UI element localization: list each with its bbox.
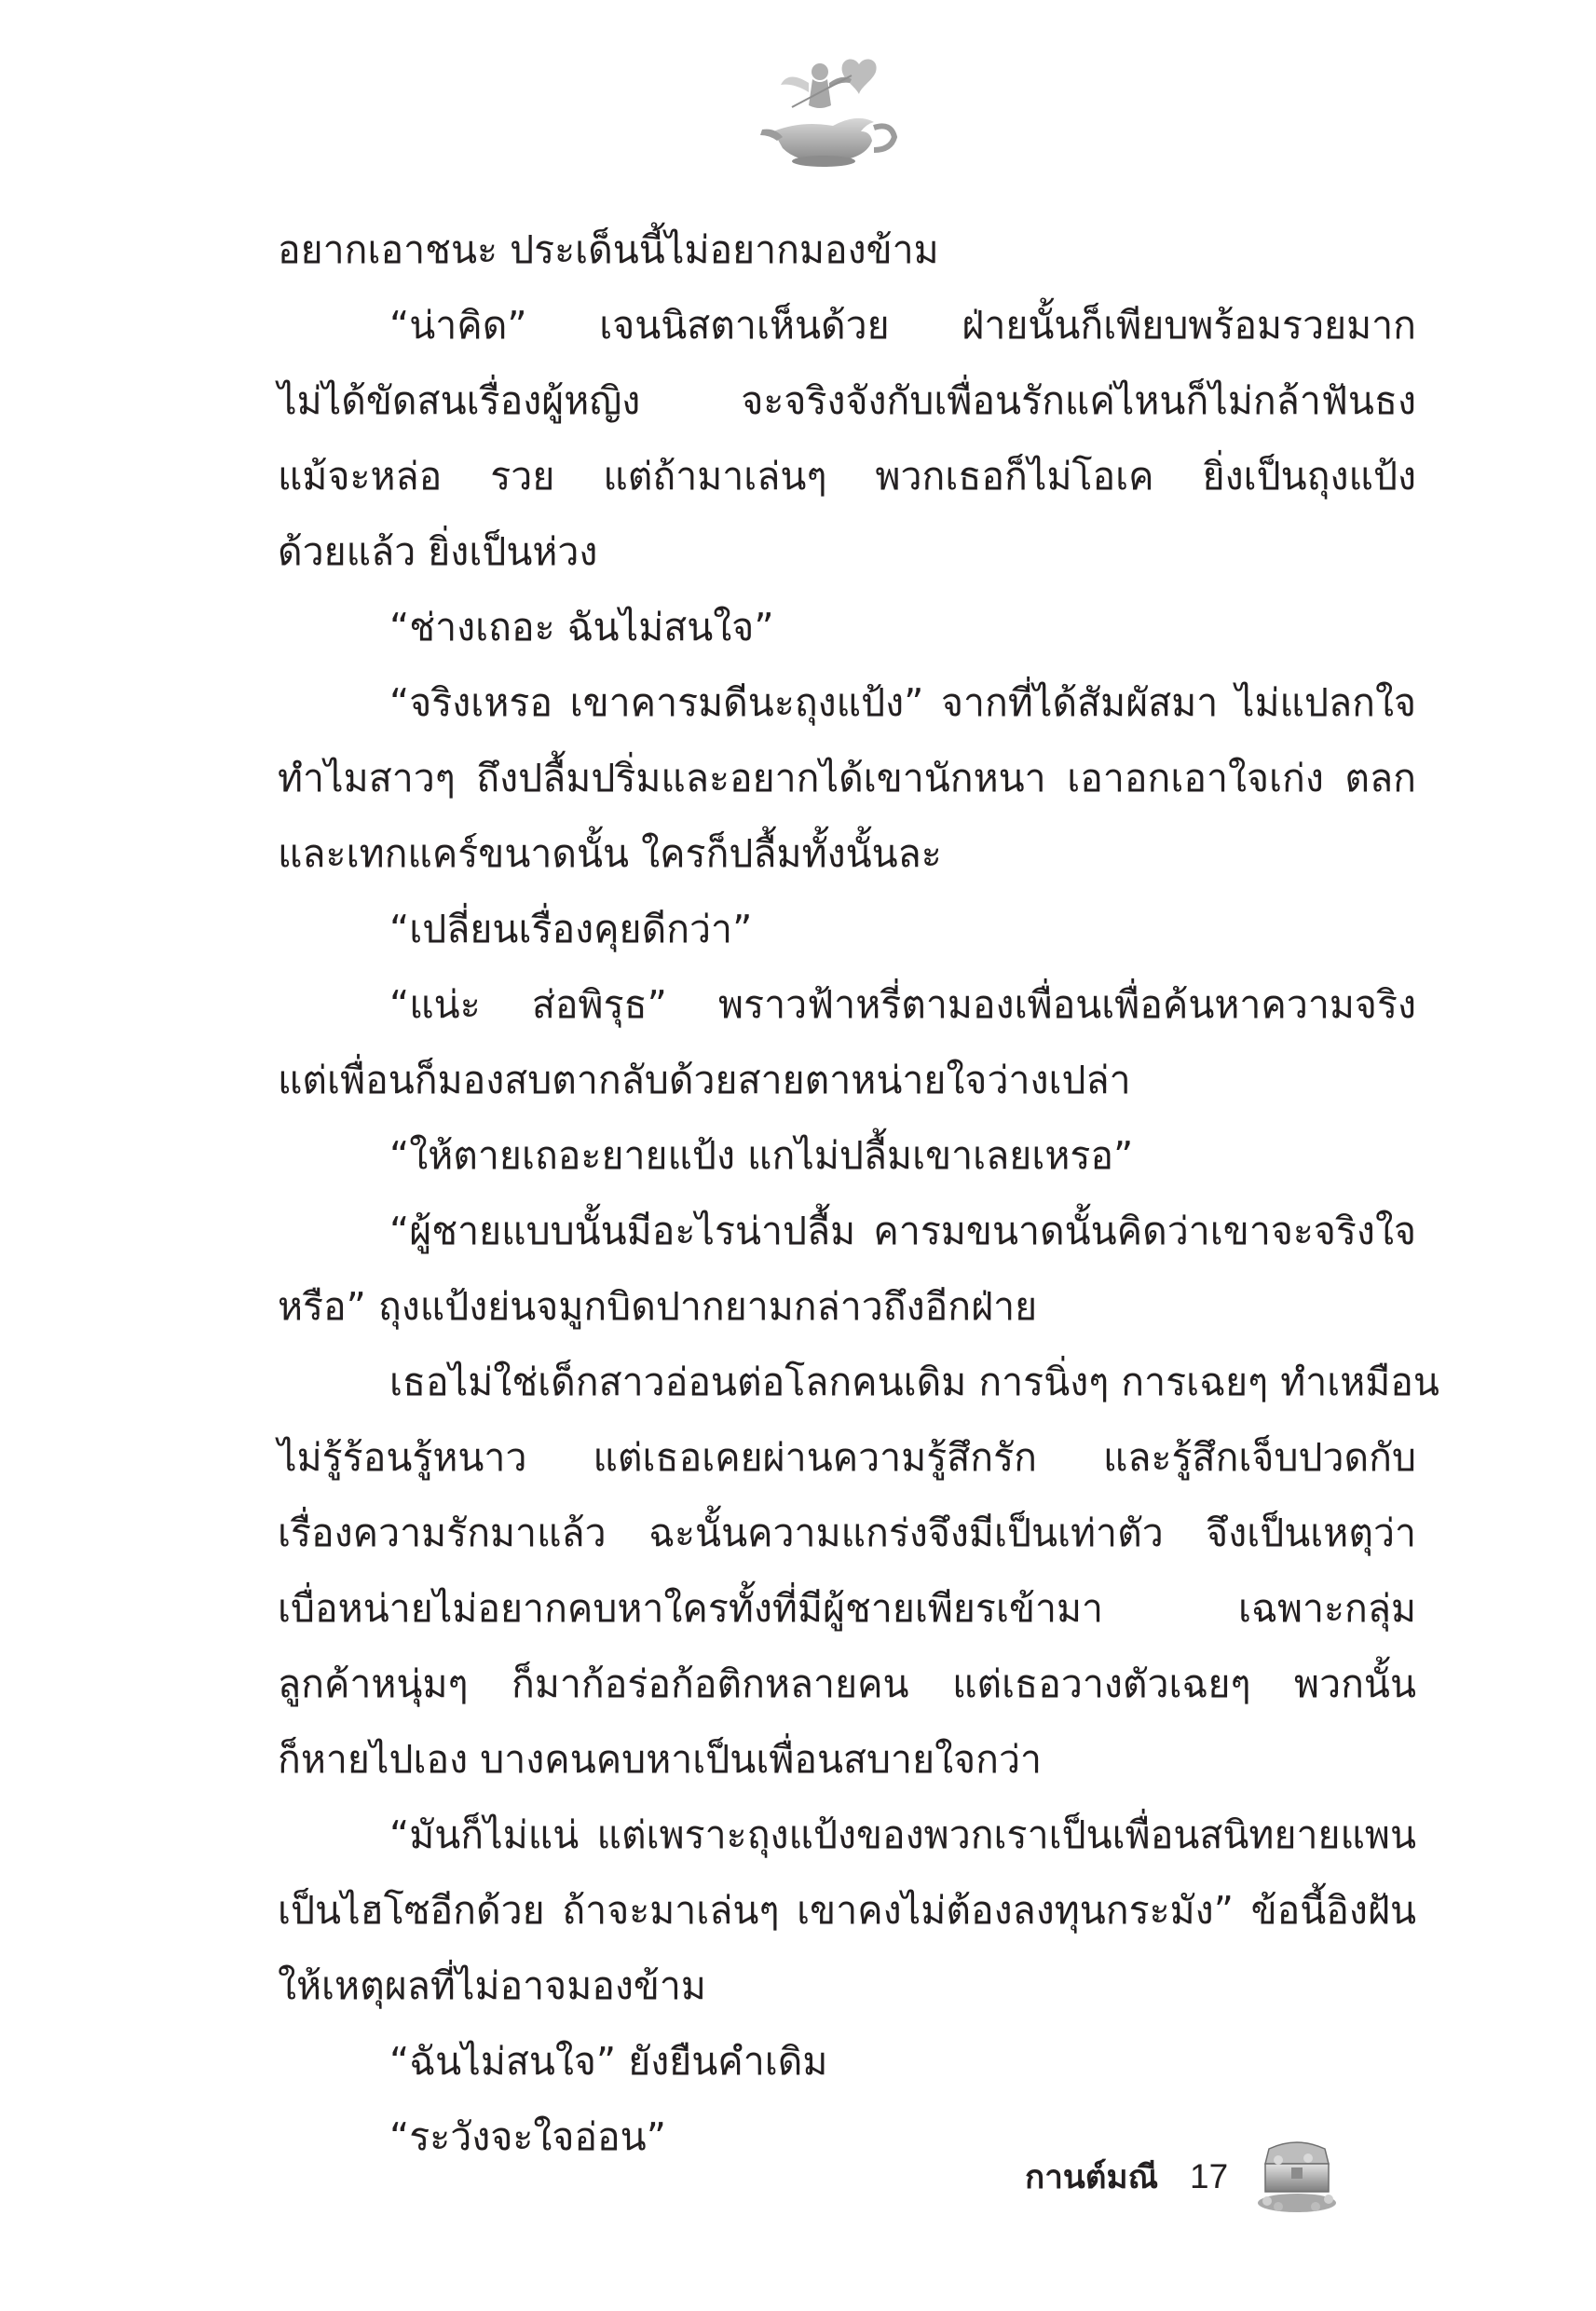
paragraph-line: และเทกแคร์ขนาดนั้น ใครก็ปลื้มทั้งนั้นละ <box>278 831 942 876</box>
paragraph-line: ให้เหตุผลที่ไม่อาจมองข้าม <box>278 1963 706 2008</box>
paragraph-line: “มันก็ไม่แน่ แต่เพราะถุงแป้งของพวกเราเป็นเพื่อนสนิทยายแพน <box>389 1812 1416 1857</box>
paragraph-line: “แน่ะ ส่อพิรุธ” พราวฟ้าหรี่ตามองเพื่อนเพื่อค้นหาความจริง <box>389 982 1416 1027</box>
paragraph-line: ด้วยแล้ว ยิ่งเป็นห่วง <box>278 529 598 574</box>
paragraph-line: อยากเอาชนะ ประเด็นนี้ไม่อยากมองข้าม <box>278 227 939 272</box>
paragraph-line: เบื่อหน่ายไม่อยากคบหาใครทั้งที่มีผู้ชายเพียรเข้ามา เฉพาะกลุ่ม <box>278 1586 1416 1631</box>
paragraph-line: ไม่ได้ขัดสนเรื่องผู้หญิง จะจริงจังกับเพื่อนรักแค่ไหนก็ไม่กล้าฟันธง <box>278 378 1416 423</box>
paragraph-line: “ช่างเถอะ ฉันไม่สนใจ” <box>389 605 774 650</box>
page-number: 17 <box>1190 2157 1229 2195</box>
paragraph-line: ลูกค้าหนุ่มๆ ก็มาก้อร่อก้อติกหลายคน แต่เธอวางตัวเฉยๆ พวกนั้น <box>278 1661 1416 1706</box>
paragraph-line: ทำไมสาวๆ ถึงปลื้มปริ่มและอยากได้เขานักหนา เอาอกเอาใจเก่ง ตลก <box>278 756 1416 800</box>
paragraph-line: “ผู้ชายแบบนั้นมีอะไรน่าปลื้ม คารมขนาดนั้นคิดว่าเขาจะจริงใจ <box>389 1209 1416 1253</box>
treasure-chest-icon <box>1256 2140 1338 2214</box>
paragraph-line: “น่าคิด” เจนนิสตาเห็นด้วย ฝ่ายนั้นก็เพียบพร้อมรวยมาก <box>389 303 1416 348</box>
paragraph-line: เป็นไฮโซอีกด้วย ถ้าจะมาเล่นๆ เขาคงไม่ต้องลงทุนกระมัง” ข้อนี้อิงฝัน <box>278 1888 1416 1933</box>
paragraph-line: “ฉันไม่สนใจ” ยังยืนคำเดิม <box>389 2039 828 2084</box>
book-title: กานต์มณี <box>1025 2158 1159 2196</box>
paragraph-line: เธอไม่ใช่เด็กสาวอ่อนต่อโลกคนเดิม การนิ่งๆ การเฉยๆ ทำเหมือน <box>389 1360 1439 1404</box>
paragraph-line: แม้จะหล่อ รวย แต่ถ้ามาเล่นๆ พวกเธอก็ไม่โอเค ยิ่งเป็นถุงแป้ง <box>278 454 1416 499</box>
paragraph-line: “จริงเหรอ เขาคารมดีนะถุงแป้ง” จากที่ได้สัมผัสมา ไม่แปลกใจ <box>389 680 1416 725</box>
page-footer <box>1025 2149 1338 2205</box>
paragraph-line: ก็หายไปเอง บางคนคบหาเป็นเพื่อนสบายใจกว่า <box>278 1737 1043 1782</box>
paragraph-line: “ระวังจะใจอ่อน” <box>389 2114 666 2159</box>
paragraph-line: เรื่องความรักมาแล้ว ฉะนั้นความแกร่งจึงมีเป็นเท่าตัว จึงเป็นเหตุว่า <box>278 1511 1416 1555</box>
paragraph-line: “ให้ตายเถอะยายแป้ง แกไม่ปลื้มเขาเลยเหรอ” <box>389 1133 1134 1178</box>
paragraph-line: “เปลี่ยนเรื่องคุยดีกว่า” <box>389 907 753 951</box>
story-body <box>278 212 1439 2175</box>
paragraph-line: หรือ” ถุงแป้งย่นจมูกบิดปากยามกล่าวถึงอีกฝ่าย <box>278 1284 1038 1329</box>
paragraph-line: แต่เพื่อนก็มองสบตากลับด้วยสายตาหน่ายใจว่างเปล่า <box>278 1058 1131 1102</box>
paragraph-line: ไม่รู้ร้อนรู้หนาว แต่เธอเคยผ่านความรู้สึกรัก และรู้สึกเจ็บปวดกับ <box>278 1435 1416 1480</box>
cupid-on-magic-lamp-icon <box>755 51 904 172</box>
